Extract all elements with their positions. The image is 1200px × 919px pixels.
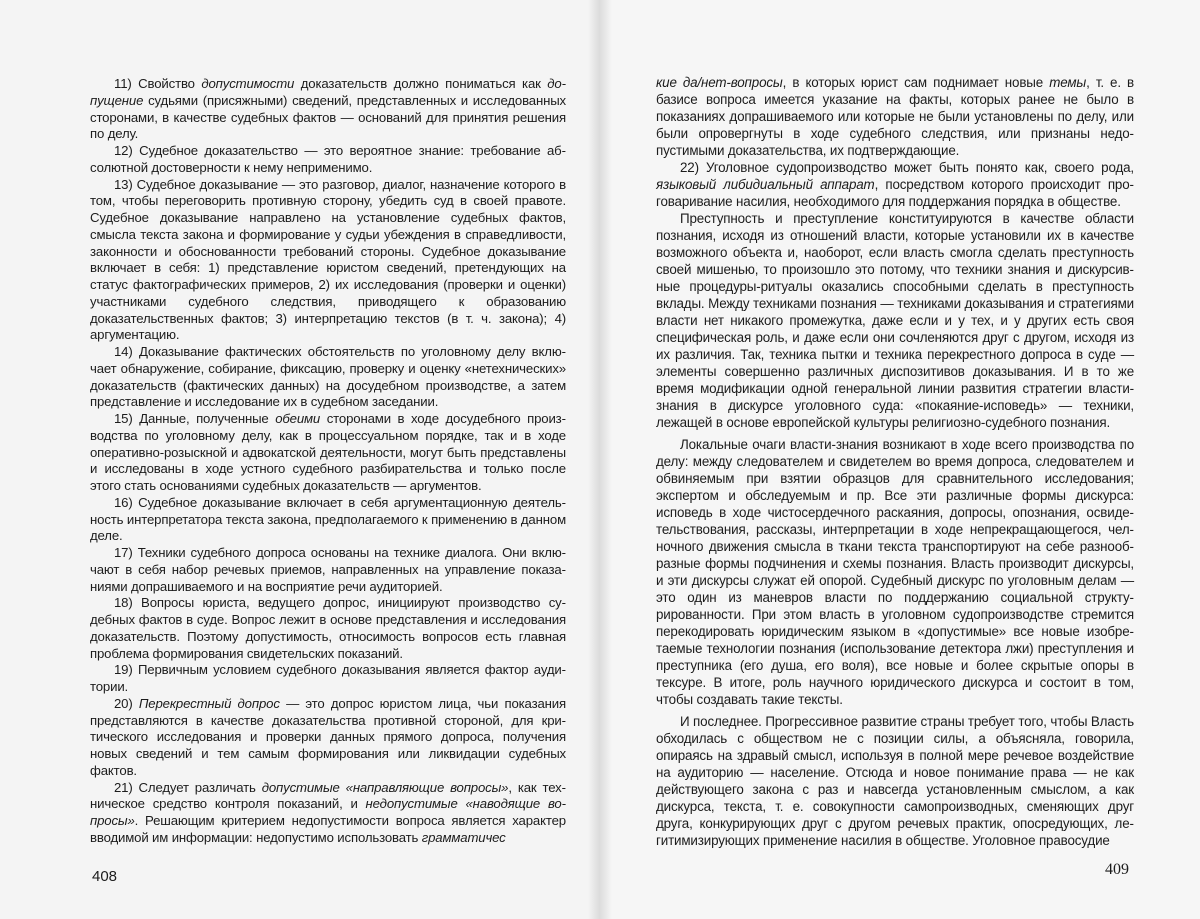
paragraph: Преступность и преступление конституируются в качестве области познания, исходя из отношений власти, которые установили их в качестве возможного объекта и, наоборот, если власть смогла сделать преступность своей мишенью, то произошло это потому, что техники знания и дискурсивные процедуры-ритуалы оказались способными сделать в преступность вклады. Между техниками познания — техниками доказывания и стратегиями власти нет никакого промежутка, даже если и у тех, и у других есть своя специфическая роль, и даже если они сочленяются друг с другом, исходя из их различия. Так, техника пытки и техника перекрестного допроса в суде — элементы совершенно различных диспозитивов доказывания. И в то же время модификации одной генеральной линии развития стратегии власти-знания в дискурсе уголовного суда: «покаяние-исповедь» — техники, лежащей в основе европейской культуры религиозно-судебного познания. [656,211,1134,430]
page-number-left: 408 [92,868,118,885]
paragraph: 14) Доказывание фактических обстоятельств по уголовному делу включает обнаружение, собирание, фиксацию, проверку и оценку «нетехнических» доказательств (фактических данных) на досудебном производстве, а затем представление и исследование их в судебном заседании. [90,344,566,410]
paragraph: 22) Уголовное судопроизводство может быть понято как, своего рода, языковый либидиальный аппарат, посредством которого происходит проговаривание насилия, необходимого для поддержания порядка в обществе. [656,160,1134,209]
paragraph: 12) Судебное доказательство — это вероятное знание: требование абсолютной достоверности к нему неприменимо. [90,143,566,175]
italic-term: кие да/нет-вопросы [656,75,783,90]
paragraph: 13) Судебное доказывание — это разговор, диалог, назначение которого в том, чтобы переговорить противную сторону, убедить суд в своей правоте. Судебное доказывание направлено на установление судебных фактов, смысла текста закона и формирование у судьи убеждения в справедливости, законности и обоснованности требований стороны. Судебное доказывание включает в себя: 1) представление юристом сведений, претендующих на статус фактографических примеров, 2) их исследования (проверки и оценки) участниками судебного следствия, приводящего к образованию доказательственных фактов; 3) интерпретацию текстов (в т. ч. закона); 4) аргументацию. [90,176,566,343]
italic-term: темы [1049,75,1087,90]
book-gutter [588,0,612,919]
paragraph: 15) Данные, полученные обеими сторонами в ходе досудебного производства по уголовному делу, как в процессуальном порядке, так и в ходе оперативно-розыскной и адвокатской деятельности, могут быть представлены и исследованы в ходе устного судебного разбирательства и только после этого стать основаниями судебных доказательств — аргументов. [90,411,566,493]
right-page-text [656,74,1134,849]
paragraph: 16) Судебное доказывание включает в себя аргументационную деятельность интерпретатора текста закона, предполагаемого к применению в данном деле. [90,494,566,544]
italic-term: языковый либидиальный аппарат [656,177,875,192]
paragraph: 20) Перекрестный допрос — это допрос юристом лица, чьи показания представляются в качестве доказательства противной стороной, для критического исследования и проверки данных прямого допроса, получения новых сведений и тем самым формирования или ликвидации судебных фактов. [90,695,567,778]
paragraph: 21) Следует различать допустимые «направляющие вопросы», как техническое средство контроля показаний, и недопустимые «наводящие вопросы». Решающим критерием недопустимости вопроса является характер вводимой им информации: недопустимо использовать грамматичес [90,779,566,845]
italic-term: Перекрестный допрос [138,695,280,711]
paragraph: 18) Вопросы юриста, ведущего допрос, инициируют производство судебных фактов в суде. Вопрос лежит в основе представления и исследования доказательств. Поэтому допустимость, относимость вопросов есть главная проблема формирования свидетельских показаний. [90,595,566,661]
paragraph: Локальные очаги власти-знания возникают в ходе всего производства по делу: между следователем и свидетелем во время допроса, следователем и обвиняемым при взятии образцов для сравнительного исследования; экспертом и обследуемым и пр. Все эти различные формы дискурса: исповедь в ходе чистосердечного раскаяния, допросы, опознания, освидетельствования, рассказы, интерпретации в ходе непрекращающегося, челночного движения смысла в ткани текста транспортируют на себе разнообразные формы подчинения и схемы познания. Власть производит дискурсы, и эти дискурсы служат ей опорой. Судебный дискурс по уголовным делам — это один из маневров власти по поддержанию социальной структурированности. При этом власть в уголовном судопроизводстве стремится перекодировать юридическим языком в «допустимые» все новые изобретаемые технологии познания (использование детектора лжи) преступления и преступника (его душа, его воля), все новые и более скрытые опоры в тексуре. В итоге, роль научного юридического дискурса и состоит в том, чтобы создавать такие тексты. [656,437,1134,707]
paragraph: 11) Свойство допустимости доказательств должно пониматься как допущение судьями (присяжными) сведений, представленных и исследованных сторонами, в качестве судебных фактов — оснований для принятия решения по делу. [90,76,566,142]
paragraph: И последнее. Прогрессивное развитие страны требует того, чтобы Власть обходилась с обществом не с позиции силы, а объясняла, говорила, опираясь на здравый смысл, используя в полной мере речевое воздействие на аудиторию — население. Отсюда и новое понимание права — не как действующего закона с раз и навсегда установленным смыслом, а как дискурса, текста, т. е. совокупности самопроизводных, сменяющих друг друга, конкурирующих друг с другом речевых практик, опосредующих, легитимизирующих применение насилия в обществе. Уголовное правосудие [656,714,1134,848]
left-page-text [90,76,566,847]
italic-term: допустимые «направляющие вопросы» [261,779,509,795]
paragraph: 19) Первичным условием судебного доказывания является фактор аудитории. [90,662,566,694]
italic-term: допустимости [201,76,295,91]
italic-term: допущение [90,76,566,108]
italic-term: недопустимые «наводящие вопросы» [90,796,566,828]
right-page [600,0,1200,919]
italic-term: грамматичес [421,829,506,845]
page-number-right: 409 [1105,861,1129,878]
paragraph: кие да/нет-вопросы, в которых юрист сам поднимает новые темы, т. е. в базисе вопроса имеется указание на факты, которых ранее не было в показаниях допрашиваемого или которые не были установлены по делу, или были опровергнуты в ходе судебного следствия, или признаны недопустимыми доказательства, их подтверждающие. [656,75,1135,158]
italic-term: обеими [275,411,321,426]
paragraph: 17) Техники судебного допроса основаны на технике диалога. Они включают в себя набор речевых приемов, направленных на управление показаниями допрашиваемого и на восприятие речи аудиторией. [90,545,566,594]
